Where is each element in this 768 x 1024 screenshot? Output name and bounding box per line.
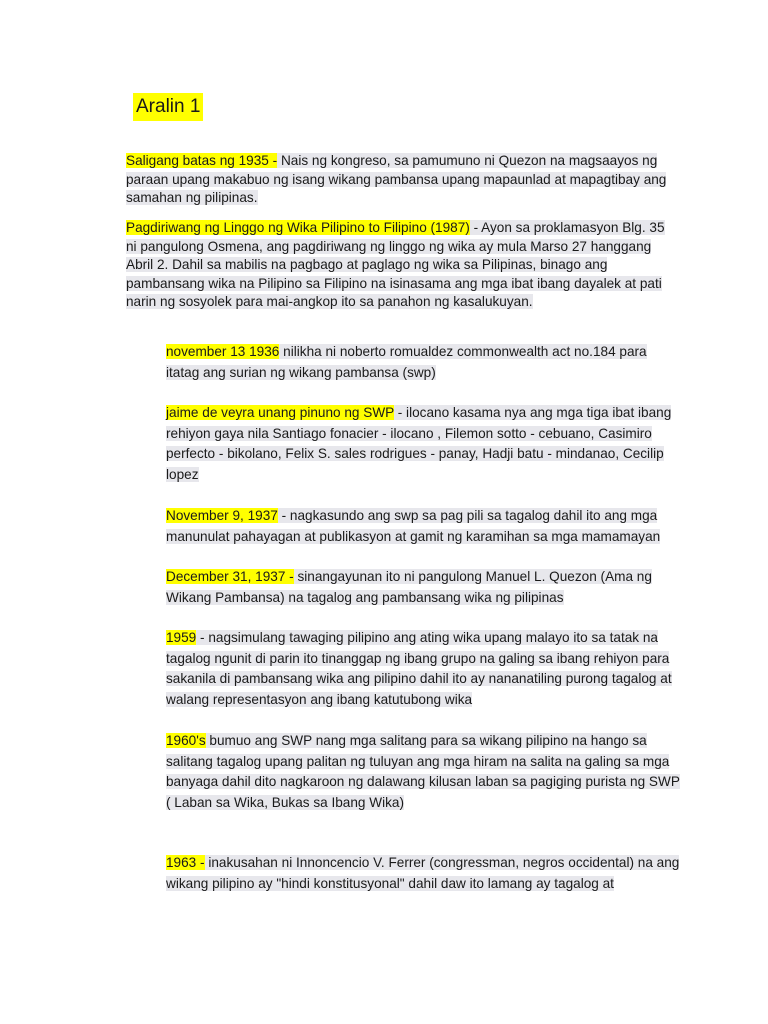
highlighted-label: 1963 - <box>166 855 205 870</box>
timeline-item-nov-1936 <box>166 342 680 383</box>
timeline-item-1959 <box>166 628 680 710</box>
timeline-item-dec-1937 <box>166 567 680 608</box>
highlighted-label: 1960's <box>166 733 206 748</box>
paragraph-linggo-ng-wika <box>126 219 674 312</box>
highlighted-label: November 9, 1937 <box>166 508 278 523</box>
timeline-text: inakusahan ni Innoncencio V. Ferrer (congressman, negros occidental) na ang wikang pilipino ay "hindi konstitusyonal" dahil daw ito lamang ay tagalog at <box>166 855 680 891</box>
timeline-item-1963 <box>166 853 680 894</box>
highlighted-label: november 13 1936 <box>166 344 280 359</box>
timeline-item-1960s <box>166 731 680 813</box>
paragraph-text: - Ayon sa proklamasyon Blg. 35 ni pangulong Osmena, ang pagdiriwang ng linggo ng wika ay mula Marso 27 hanggang Abril 2. Dahil sa mabilis na pagbago at paglago ng wika sa Pilipinas, binago ang pambansang wika na Pilipino sa Filipino na isinasama ang mga ibat ibang dayalek at pati narin ng sosyolek para mai-angkop ito sa panahon ng kasalukuyan. <box>126 220 665 309</box>
timeline-text: sinangayunan ito ni pangulong Manuel L. Quezon (Ama ng Wikang Pambansa) na tagalog ang pambansang wika ng pilipinas <box>166 569 652 605</box>
highlighted-label: Saligang batas ng 1935 - <box>126 153 278 168</box>
paragraph-text: Nais ng kongreso, sa pamumuno ni Quezon na magsaayos ng paraan upang makabuo ng isang wikang pambansa upang mapaunlad at mapagtibay ang samahan ng pilipinas. <box>126 153 667 205</box>
timeline-text: - nagkasundo ang swp sa pag pili sa tagalog dahil ito ang mga manunulat pahayagan at publikasyon at gamit ng karamihan sa mga mamamayan <box>166 508 661 544</box>
paragraph-saligang-batas <box>126 152 674 208</box>
lesson-heading: Aralin 1 <box>133 93 203 121</box>
timeline-text: bumuo ang SWP nang mga salitang para sa wikang pilipino na hango sa salitang tagalog upang palitan ng tuluyan ang mga hiram na salita na galing sa mga banyaga dahil dito nagkaroon ng dalawang kilusan laban sa pagiging purista ng SWP ( Laban sa Wika, Bukas sa Ibang Wika) <box>166 733 680 810</box>
timeline-text: - ilocano kasama nya ang mga tiga ibat ibang rehiyon gaya nila Santiago fonacier - ilocano , Filemon sotto - cebuano, Casimiro perfecto - bikolano, Felix S. sales rodrigues - panay, Hadji batu - mindanao, Cecilip lopez <box>166 405 672 482</box>
timeline-item-jaime-de-veyra <box>166 403 680 485</box>
timeline-text: - nagsimulang tawaging pilipino ang ating wika upang malayo ito sa tatak na tagalog ngunit di parin ito tinanggap ng ibang grupo na galing sa ibang rehiyon para sakanila di pambansang wika ang pilipino dahil ito ay nananatiling purong tagalog at walang representasyon ang ibang katutubong wika <box>166 630 672 707</box>
highlighted-label: Pagdiriwang ng Linggo ng Wika Pilipino to Filipino (1987) <box>126 220 470 235</box>
timeline-item-nov-1937 <box>166 506 680 547</box>
highlighted-label: 1959 <box>166 630 197 645</box>
highlighted-label: jaime de veyra unang pinuno ng SWP <box>166 405 394 420</box>
timeline-text: nilikha ni noberto romualdez commonwealth act no.184 para itatag ang surian ng wikang pambansa (swp) <box>166 344 647 380</box>
highlighted-label: December 31, 1937 - <box>166 569 294 584</box>
